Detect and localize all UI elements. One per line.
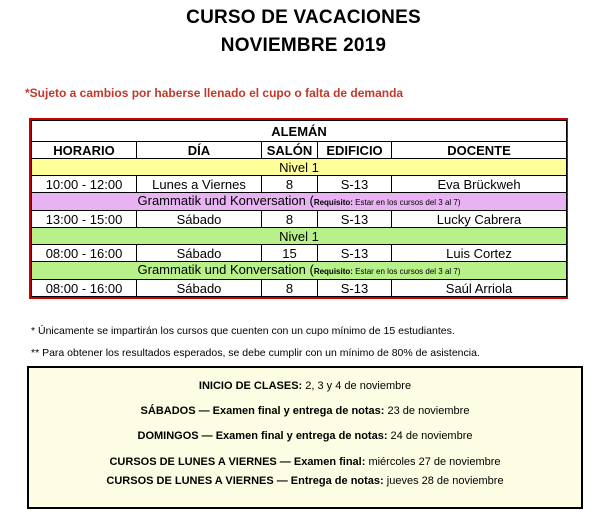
cell-salon: 8 bbox=[262, 280, 318, 297]
cell-docente: Lucky Cabrera bbox=[392, 211, 567, 228]
column-header-row bbox=[32, 142, 567, 159]
level-row bbox=[32, 193, 567, 211]
table-row bbox=[32, 211, 567, 228]
info-weekday-exam: CURSOS DE LUNES A VIERNES — Examen final: miércoles 27 de noviembre bbox=[109, 456, 501, 468]
schedule-table-frame bbox=[29, 118, 568, 299]
language-row bbox=[32, 121, 567, 142]
column-header-docente: DOCENTE bbox=[392, 142, 567, 159]
table-row bbox=[32, 245, 567, 262]
page-title: CURSO DE VACACIONES bbox=[186, 7, 421, 28]
language-heading: ALEMÁN bbox=[32, 121, 567, 142]
info-saturdays: SÁBADOS — Examen final y entrega de notas: 23 de noviembre bbox=[140, 405, 470, 417]
schedule-table bbox=[31, 120, 567, 297]
footnote-minimum-enrollment: * Únicamente se impartirán los cursos que cuenten con un cupo mínimo de 15 estudiantes. bbox=[31, 325, 455, 337]
table-row bbox=[32, 176, 567, 193]
cell-horario: 13:00 - 15:00 bbox=[32, 211, 137, 228]
cell-salon: 8 bbox=[262, 211, 318, 228]
level-label: Nivel 1 bbox=[32, 228, 567, 245]
page-subtitle: NOVIEMBRE 2019 bbox=[220, 35, 387, 56]
level-row bbox=[32, 262, 567, 280]
cell-salon: 8 bbox=[262, 176, 318, 193]
level-row bbox=[32, 159, 567, 176]
info-sundays: DOMINGOS — Examen final y entrega de notas: 24 de noviembre bbox=[137, 430, 473, 442]
level-label: Grammatik und Konversation (Requisito: Estar en los cursos del 3 al 7) bbox=[32, 262, 567, 280]
cell-edificio: S-13 bbox=[318, 211, 392, 228]
footnote-attendance: ** Para obtener los resultados esperados, se debe cumplir con un mínimo de 80% de asistencia. bbox=[31, 347, 480, 359]
cell-horario: 08:00 - 16:00 bbox=[32, 245, 137, 262]
dates-info-box bbox=[27, 366, 583, 509]
column-header-horario: HORARIO bbox=[32, 142, 137, 159]
subject-to-change-note: *Sujeto a cambios por haberse llenado el cupo o falta de demanda bbox=[25, 86, 404, 100]
cell-dia: Sábado bbox=[137, 245, 262, 262]
cell-edificio: S-13 bbox=[318, 176, 392, 193]
cell-dia: Lunes a Viernes bbox=[137, 176, 262, 193]
level-label: Grammatik und Konversation (Requisito: Estar en los cursos del 3 al 7) bbox=[32, 193, 567, 211]
cell-edificio: S-13 bbox=[318, 245, 392, 262]
table-row bbox=[32, 280, 567, 297]
column-header-salon: SALÓN bbox=[262, 142, 318, 159]
info-weekday-grades: CURSOS DE LUNES A VIERNES — Entrega de notas: jueves 28 de noviembre bbox=[106, 475, 504, 487]
column-header-dia: DÍA bbox=[137, 142, 262, 159]
cell-edificio: S-13 bbox=[318, 280, 392, 297]
cell-dia: Sábado bbox=[137, 211, 262, 228]
cell-salon: 15 bbox=[262, 245, 318, 262]
cell-horario: 10:00 - 12:00 bbox=[32, 176, 137, 193]
cell-docente: Eva Brückweh bbox=[392, 176, 567, 193]
cell-docente: Luis Cortez bbox=[392, 245, 567, 262]
cell-docente: Saúl Arriola bbox=[392, 280, 567, 297]
cell-dia: Sábado bbox=[137, 280, 262, 297]
level-row bbox=[32, 228, 567, 245]
info-start-date: INICIO DE CLASES: 2, 3 y 4 de noviembre bbox=[198, 380, 412, 392]
cell-horario: 08:00 - 16:00 bbox=[32, 280, 137, 297]
column-header-edificio: EDIFICIO bbox=[318, 142, 392, 159]
level-label: Nivel 1 bbox=[32, 159, 567, 176]
